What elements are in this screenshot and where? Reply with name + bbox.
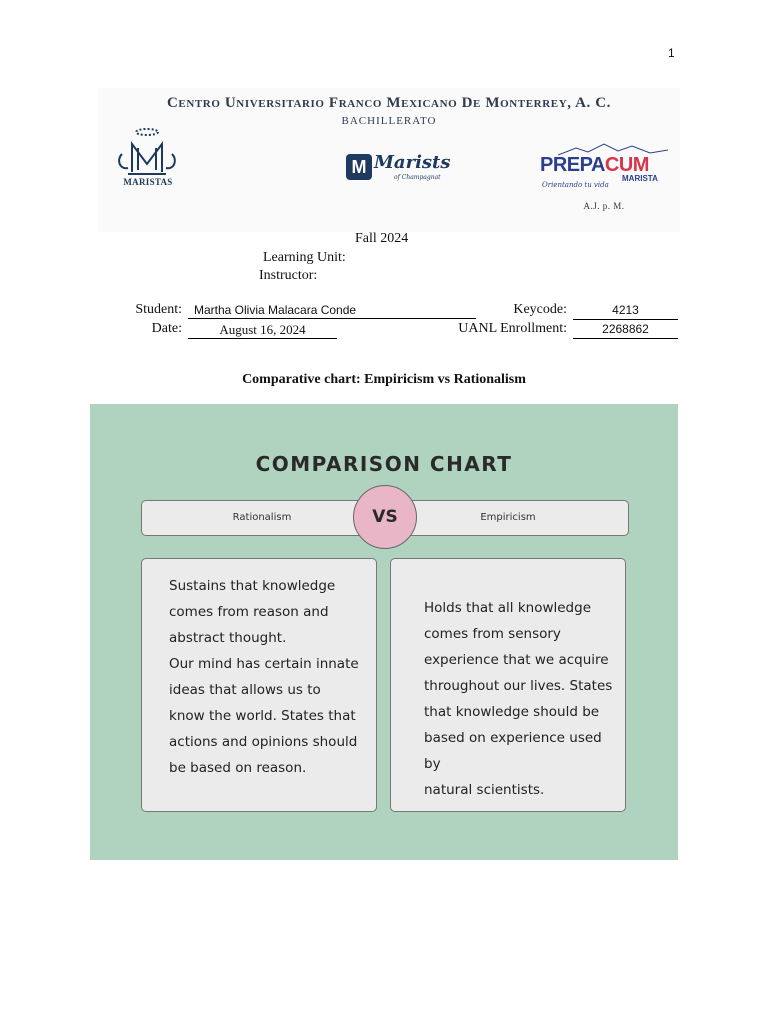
rationalism-card	[141, 558, 377, 812]
maristas-logo-text: MARISTAS	[123, 177, 173, 187]
prepacum-sub: MARISTA	[622, 174, 658, 183]
rationalism-description: Sustains that knowledge comes from reason and abstract thought. Our mind has certain innate ideas that allows us to know the world. States that actions and opinions should be based on reason.	[169, 578, 359, 776]
semester: Fall 2024	[355, 231, 409, 246]
empiricism-heading: Empiricism	[480, 512, 536, 523]
date-label: Date:	[151, 321, 182, 336]
marists-logo-tagline: of Champagnat	[394, 174, 441, 181]
institution-subtitle: BACHILLERATO	[341, 115, 437, 127]
marists-logo-letter: M	[346, 154, 372, 180]
student-name-field: Martha Olivia Malacara Conde	[188, 302, 476, 319]
enrollment-label: UANL Enrollment:	[458, 321, 567, 336]
student-label: Student:	[135, 302, 182, 317]
comparison-chart	[90, 404, 678, 860]
assignment-title: Comparative chart: Empiricism vs Rationalism	[242, 372, 526, 387]
prepacum-mark: A.J. p. M.	[583, 201, 625, 211]
prepacum-slogan: Orientando tu vida	[542, 181, 609, 189]
prepacum-logo	[538, 142, 670, 192]
keycode-field: 4213	[573, 302, 678, 320]
instructor-label: Instructor:	[259, 268, 318, 283]
vs-badge: VS	[353, 485, 417, 549]
empiricism-card	[390, 558, 626, 812]
comparison-chart-title: COMPARISON CHART	[255, 452, 513, 476]
keycode-label: Keycode:	[513, 302, 567, 317]
enrollment-field: 2268862	[573, 321, 678, 339]
marists-logo	[346, 150, 451, 186]
page-number: 1	[668, 46, 675, 60]
empiricism-description: Holds that all knowledge comes from sensory experience that we acquire throughout our lives. States that knowledge should be based on experience used by natural scientists.	[424, 600, 613, 798]
prepacum-word-part1: PREPA	[540, 154, 605, 176]
learning-unit-label: Learning Unit:	[263, 250, 346, 265]
prepacum-word-part2: CUM	[604, 154, 649, 176]
institution-header	[98, 88, 680, 232]
institution-name: Centro Universitario Franco Mexicano De Monterrey, A. C.	[166, 95, 612, 111]
marists-logo-word: Marists	[374, 152, 451, 173]
rationalism-heading: Rationalism	[232, 512, 292, 523]
date-field: August 16, 2024	[188, 321, 337, 339]
